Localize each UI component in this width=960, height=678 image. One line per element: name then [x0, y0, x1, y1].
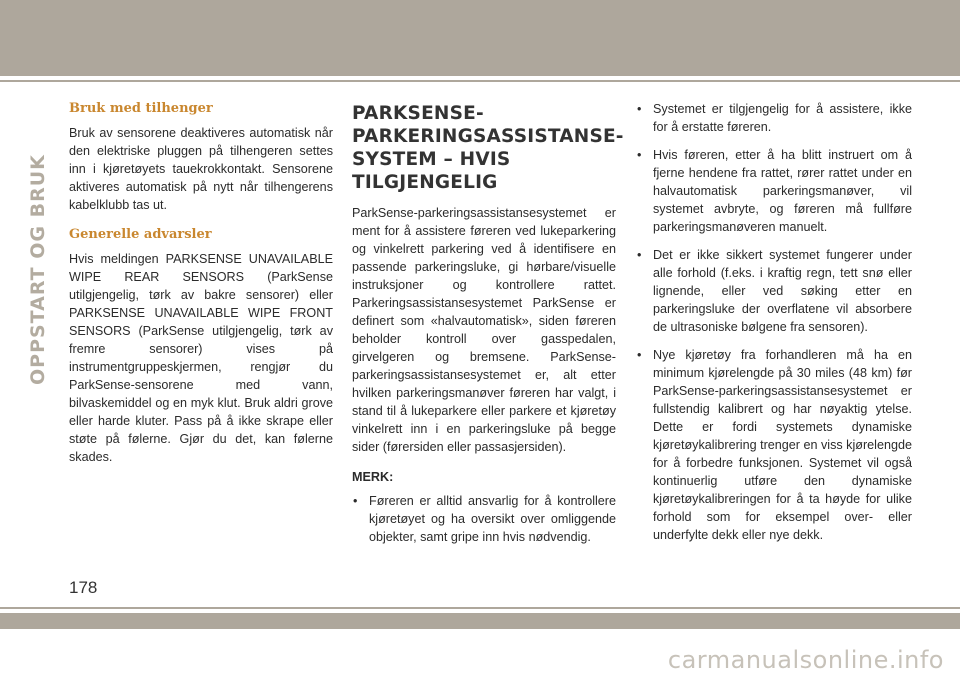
paragraph-general-warnings: Hvis meldingen PARKSENSE UNAVAILABLE WIPE REAR SENSORS (ParkSense utilgjengelig, tørk av bakre sensorer) eller PARKSENSE UNAVAILABLE WIPE FRONT SENSORS (ParkSense utilgjengelig, tørk av fremre sensorer) vises på instrumentgruppeskjermen, rengjør du ParkSense-sensorene med vann, bilvaskemiddel og en myk klut. Bruk aldri grove eller harde kluter. Pass på å ikke skrape eller støte på følerne. Gjør du det, kan følerne skades. [69, 252, 333, 464]
footer-band [0, 613, 960, 629]
footer-rule [0, 607, 960, 609]
column-right [636, 100, 912, 554]
column-left [69, 100, 333, 478]
section-side-tab-label: OPPSTART OG BRUK [27, 154, 49, 385]
note-bullet-item: • Nye kjøretøy fra forhandleren må ha en minimum kjørelengde på 30 miles (48 km) før ParkSense-parkeringsassistansesystemet er fullstendig kalibrert og har nøyaktig ytelse. Dette er fordi systemets dynamiske kjøretøykalibrering trenger en viss kjørelengde for å forbedre funksjonen. Systemet vil også kontinuerlig utføre den dynamiske kjøretøykalibreringen for å ta høyde for ulike forhold som for eksempel over- eller underfylte dekk eller nye dekk. [636, 346, 912, 544]
section-title: PARKSENSE-PARKERINGSASSISTANSE-SYSTEM – HVIS TILGJENGELIG [352, 103, 624, 193]
note-bullet-item: • Systemet er tilgjengelig for å assistere, ikke for å erstatte føreren. [636, 100, 912, 136]
paragraph-trailer-use: Bruk av sensorene deaktiveres automatisk når den elektriske pluggen på tilhengeren settes inn i kjøretøyets tauekrokkontakt. Sensorene aktiveres automatisk på nytt når tilhengerens kabelklubb tas ut. [69, 126, 333, 212]
header-rule [0, 80, 960, 82]
page-number: 178 [69, 578, 98, 597]
header-band [0, 0, 960, 76]
watermark-text: carmanualsonline.info [667, 646, 944, 674]
paragraph-parksense-intro: ParkSense-parkeringsassistansesystemet er ment for å assistere føreren ved lukeparkering og vinkelrett parkering ved å identifisere en passende parkeringsluke, gi hørbare/visuelle instruksjoner og kontrollere rattet. Parkeringsassistansesystemet ParkSense er definert som «halvautomatisk», siden føreren beholder kontroll over gasspedalen, girvelgeren og bremsene. ParkSense-parkeringsassistansesystemet er, alt etter hvilken parkeringsmanøver føreren har valgt, i stand til å lukeparkere eller parkere et kjøretøy vinkelrett inn i en parkeringsluke på begge sider (førersiden eller passasjersiden). [352, 206, 616, 454]
heading-general-warnings: Generelle advarsler [69, 227, 212, 242]
heading-trailer-use: Bruk med tilhenger [69, 101, 213, 116]
note-bullet-list-continued [636, 100, 912, 544]
note-label: MERK: [352, 470, 394, 484]
note-bullet-item: • Hvis føreren, etter å ha blitt instruert om å fjerne hendene fra rattet, rører rattet under en halvautomatisk parkeringsmanøver, vil systemet avbryte, og føreren må fullføre parkeringsmanøveren manuelt. [636, 146, 912, 236]
note-bullet-item: • Det er ikke sikkert systemet fungerer under alle forhold (f.eks. i kraftig regn, tett snø eller lignende, eller ved søking etter en parkeringsluke der overflatene vil absorbere de ultrasoniske bølgene fra sensoren). [636, 246, 912, 336]
note-bullet-item: • Føreren er alltid ansvarlig for å kontrollere kjøretøyet og ha oversikt over omliggende objekter, samt gripe inn hvis nødvendig. [352, 492, 616, 546]
column-middle [352, 100, 624, 556]
note-bullet-list [352, 492, 616, 546]
